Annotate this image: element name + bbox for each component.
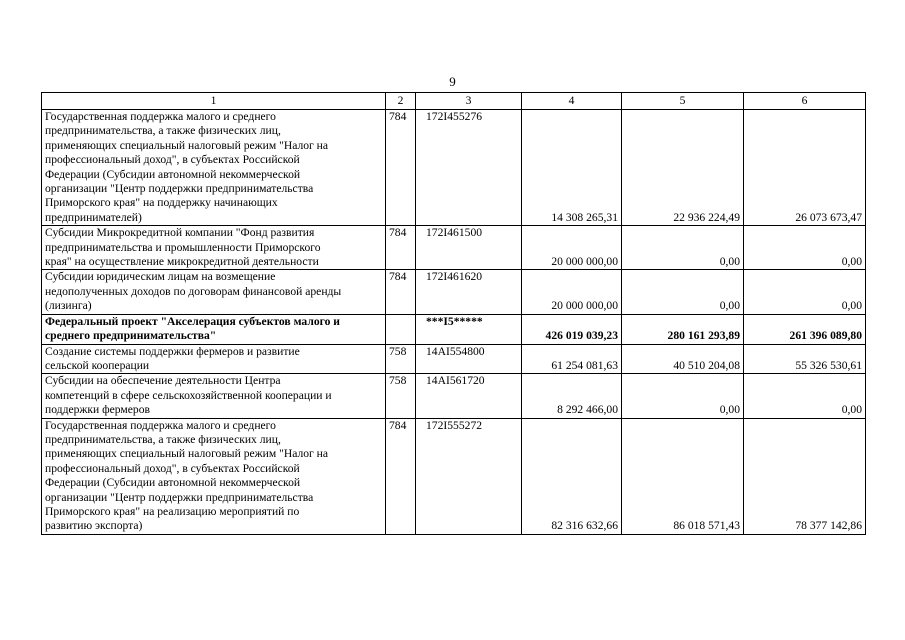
- column-number-row: [42, 93, 866, 110]
- row-value-col4: 82 316 632,66: [522, 418, 622, 534]
- column-header: 3: [416, 93, 522, 110]
- row-target-code: ***I5*****: [416, 314, 522, 344]
- page-number: 9: [449, 74, 456, 89]
- row-value-col5: 0,00: [622, 270, 744, 314]
- table-row: [42, 226, 866, 270]
- row-value-col4: 20 000 000,00: [522, 226, 622, 270]
- row-value-col5: 86 018 571,43: [622, 418, 744, 534]
- row-grbs-code: 758: [386, 374, 416, 418]
- row-value-col4: 426 019 039,23: [522, 314, 622, 344]
- row-grbs-code: 784: [386, 418, 416, 534]
- column-header: 6: [744, 93, 866, 110]
- row-value-col5: 280 161 293,89: [622, 314, 744, 344]
- row-target-code: 172I461620: [416, 270, 522, 314]
- row-value-col6: 0,00: [744, 374, 866, 418]
- row-value-col6: 26 073 673,47: [744, 110, 866, 226]
- row-value-col4: 20 000 000,00: [522, 270, 622, 314]
- row-description: Государственная поддержка малого и среднего предпринимательства, а также физических лиц, применяющих специальный налоговый режим "Налог на профессиональный доход", в субъектах Российской Федерации (Субсидии автономной некоммерческой организации "Центр поддержки предпринимательства Приморского края" на поддержку начинающих предпринимателей): [42, 110, 386, 226]
- row-description: Субсидии на обеспечение деятельности Центра компетенций в сфере сельскохозяйственной кооперации и поддержки фермеров: [42, 374, 386, 418]
- row-value-col5: 22 936 224,49: [622, 110, 744, 226]
- table-row: [42, 110, 866, 226]
- row-description: Федеральный проект "Акселерация субъектов малого и среднего предпринимательства": [42, 314, 386, 344]
- row-target-code: 172I461500: [416, 226, 522, 270]
- row-value-col6: 261 396 089,80: [744, 314, 866, 344]
- row-value-col6: 0,00: [744, 270, 866, 314]
- row-grbs-code: [386, 314, 416, 344]
- row-target-code: 14AI554800: [416, 344, 522, 374]
- row-value-col5: 40 510 204,08: [622, 344, 744, 374]
- row-value-col4: 61 254 081,63: [522, 344, 622, 374]
- row-value-col5: 0,00: [622, 226, 744, 270]
- row-value-col4: 8 292 466,00: [522, 374, 622, 418]
- row-value-col6: 78 377 142,86: [744, 418, 866, 534]
- row-grbs-code: 784: [386, 270, 416, 314]
- table-row: [42, 374, 866, 418]
- row-target-code: 172I555272: [416, 418, 522, 534]
- budget-table: [41, 92, 866, 535]
- row-value-col6: 0,00: [744, 226, 866, 270]
- row-description: Государственная поддержка малого и среднего предпринимательства, а также физических лиц, применяющих специальный налоговый режим "Налог на профессиональный доход", в субъектах Российской Федерации (Субсидии автономной некоммерческой организации "Центр поддержки предпринимательства Приморского края" на реализацию мероприятий по развитию экспорта): [42, 418, 386, 534]
- row-description: Субсидии Микрокредитной компании "Фонд развития предпринимательства и промышленности Приморского края" на осуществление микрокредитной деятельности: [42, 226, 386, 270]
- table-row: [42, 418, 866, 534]
- table-row: [42, 270, 866, 314]
- row-description: Субсидии юридическим лицам на возмещение недополученных доходов по договорам финансовой аренды (лизинга): [42, 270, 386, 314]
- column-header: 1: [42, 93, 386, 110]
- column-header: 2: [386, 93, 416, 110]
- row-value-col6: 55 326 530,61: [744, 344, 866, 374]
- row-value-col4: 14 308 265,31: [522, 110, 622, 226]
- row-description: Создание системы поддержки фермеров и развитие сельской кооперации: [42, 344, 386, 374]
- row-target-code: 14AI561720: [416, 374, 522, 418]
- column-header: 5: [622, 93, 744, 110]
- row-target-code: 172I455276: [416, 110, 522, 226]
- row-grbs-code: 758: [386, 344, 416, 374]
- row-grbs-code: 784: [386, 226, 416, 270]
- budget-table-body: [42, 93, 866, 535]
- table-row: [42, 314, 866, 344]
- row-grbs-code: 784: [386, 110, 416, 226]
- table-row: [42, 344, 866, 374]
- row-value-col5: 0,00: [622, 374, 744, 418]
- column-header: 4: [522, 93, 622, 110]
